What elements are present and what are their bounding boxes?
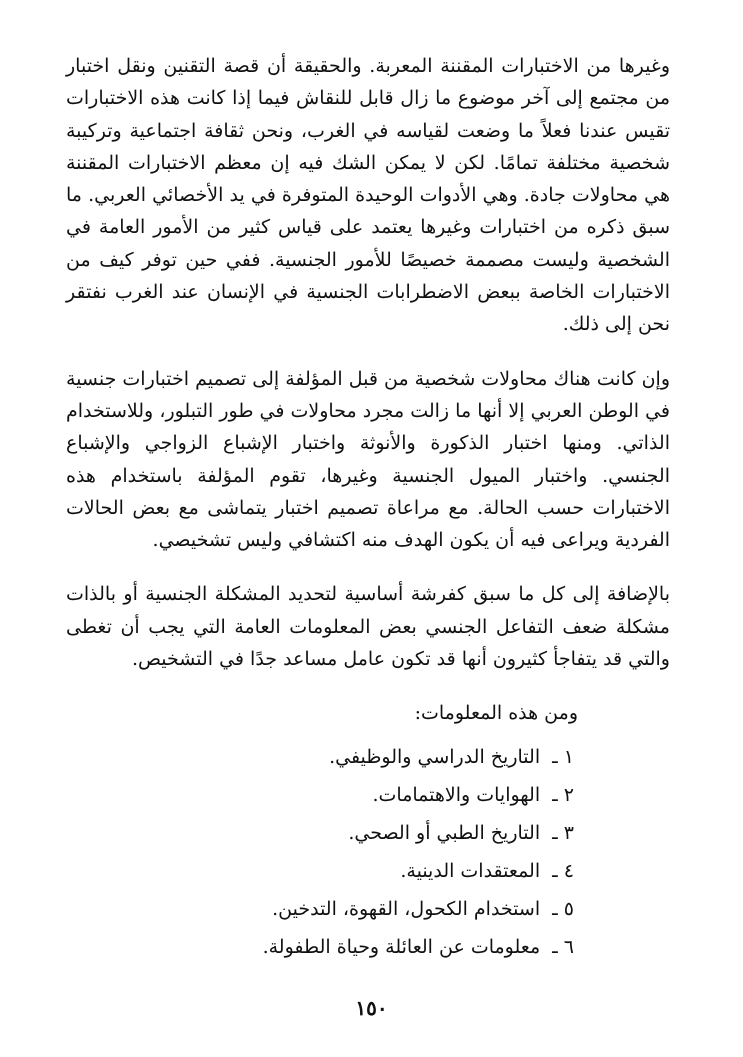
page-body — [66, 50, 670, 966]
list-item-text: المعتقدات الدينية. — [400, 859, 541, 882]
list-item-text: الهوايات والاهتمامات. — [372, 783, 541, 806]
list-item-number: ١ ـ — [552, 745, 574, 768]
list-item-text: التاريخ الدراسي والوظيفي. — [329, 745, 541, 768]
list-item-text: استخدام الكحول، القهوة، التدخين. — [272, 897, 541, 920]
paragraph-3: بالإضافة إلى كل ما سبق كفرشة أساسية لتحديد المشكلة الجنسية أو بالذات مشكلة ضعف التفاعل الجنسي بعض المعلومات العامة التي يجب أن تغطى والتي قد يتفاجأ كثيرون أنها قد تكون عامل مساعد جدًا في التشخيص. — [66, 583, 670, 671]
list-item-text: معلومات عن العائلة وحياة الطفولة. — [262, 935, 541, 958]
list-item-number: ٣ ـ — [552, 821, 574, 844]
list-item — [66, 776, 574, 814]
list-item-number: ٥ ـ — [552, 897, 574, 920]
list-item — [66, 852, 574, 890]
paragraph-1: وغيرها من الاختبارات المقننة المعربة. والحقيقة أن قصة التقنين ونقل اختبار من مجتمع إلى آخر موضوع ما زال قابل للنقاش فيما إذا كانت هذه الاختبارات تقيس عندنا فعلاً ما وضعت لقياسه في الغرب، ونحن ثقافة اجتماعية وتركيبة شخصية مختلفة تمامًا. لكن لا يمكن الشك فيه إن معظم الاختبارات المقننة هي محاولات جادة. وهي الأدوات الوحيدة المتوفرة في يد الأخصائي العربي. ما سبق ذكره من اختبارات وغيرها يعتمد على قياس كثير من الأمور العامة في الشخصية وليست مصممة خصيصًا للأمور الجنسية. ففي حين توفر كيف من الاختبارات الخاصة ببعض الاضطرابات الجنسية في الإنسان عند الغرب نفتقر نحن إلى ذلك. — [66, 55, 670, 336]
page-number: ١٥٠ — [355, 996, 388, 1020]
paragraph-2: وإن كانت هناك محاولات شخصية من قبل المؤلفة إلى تصميم اختبارات جنسية في الوطن العربي إلا أنها ما زالت مجرد محاولات في طور التبلور، وللاستخدام الذاتي. ومنها اختبار الذكورة والأنوثة واختبار الإشباع الزواجي والإشباع الجنسي. واختبار الميول الجنسية وغيرها، تقوم المؤلفة باستخدام هذه الاختبارات حسب الحالة. مع مراعاة تصميم اختبار يتماشى مع بعض الحالات الفردية ويراعى فيه أن يكون الهدف منه اكتشافي وليس تشخيصي. — [66, 367, 670, 552]
list-item — [66, 738, 574, 776]
list-intro: ومن هذه المعلومات: — [414, 702, 578, 725]
list-item-number: ٢ ـ — [552, 783, 574, 806]
list-item-text: التاريخ الطبي أو الصحي. — [348, 821, 541, 844]
list-item-number: ٤ ـ — [552, 859, 574, 882]
information-list — [66, 738, 670, 966]
list-item — [66, 814, 574, 852]
list-item-number: ٦ ـ — [552, 935, 574, 958]
list-item — [66, 890, 574, 928]
list-item — [66, 928, 574, 966]
